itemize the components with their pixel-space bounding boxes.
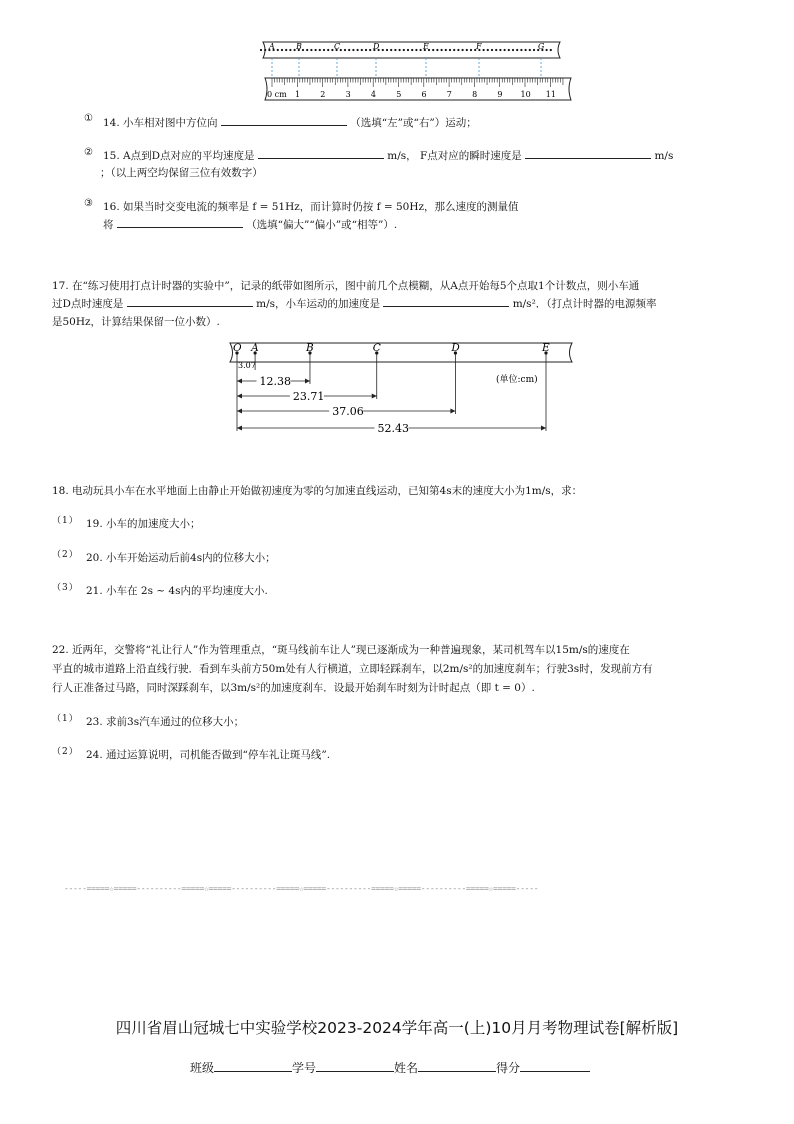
tape-point-F: F bbox=[476, 42, 482, 51]
tape-dot bbox=[483, 49, 485, 51]
arrow-left bbox=[237, 394, 242, 399]
tape-dot bbox=[352, 49, 354, 51]
tape-dot bbox=[520, 49, 522, 51]
question-16-line1: 16. 如果当时交变电流的频率是 f = 51Hz，而计算时仍按 f = 50Hz，那么速度的测量值 bbox=[103, 201, 519, 213]
question-15-note: ；（以上两空均保留三位有效数字） bbox=[100, 167, 263, 179]
tape-dot bbox=[457, 49, 459, 51]
ruler-number: 1 bbox=[295, 90, 301, 99]
ruler-number: 8 bbox=[472, 90, 478, 99]
tape-dot bbox=[546, 49, 548, 51]
tape-dot bbox=[550, 49, 552, 51]
tape-dot bbox=[495, 49, 497, 51]
question-15 bbox=[84, 142, 93, 163]
ruler-number: 6 bbox=[421, 90, 427, 99]
point-label-D: D bbox=[451, 342, 460, 354]
question-number: 24. bbox=[86, 749, 103, 761]
section-divider: -----=====☆=====----------=====☆=====----------=====☆=====----------=====☆=====----------=====☆=====----- bbox=[64, 884, 539, 893]
question-16-line2: 将 （选填“偏大”“偏小”或“相等”）. bbox=[103, 215, 397, 236]
tape-dot bbox=[504, 49, 506, 51]
tape-point-D: D bbox=[373, 42, 380, 51]
question-number: 21. bbox=[86, 585, 103, 597]
question-15-body: 15. A点到D点对应的平均速度是 m/s， F点对应的瞬时速度是 m/s bbox=[103, 146, 673, 167]
tape-dot bbox=[399, 49, 401, 51]
tape-dot bbox=[453, 49, 455, 51]
tape-dot bbox=[390, 49, 392, 51]
tape-dot bbox=[348, 49, 350, 51]
arrow-left bbox=[237, 409, 242, 414]
tape-dot bbox=[382, 49, 384, 51]
point-label-C: C bbox=[372, 342, 381, 354]
tape-dot bbox=[357, 49, 359, 51]
tape-dot bbox=[277, 49, 279, 51]
tape-dot bbox=[260, 49, 262, 51]
ruler-number: 11 bbox=[545, 90, 556, 99]
tape-dot bbox=[323, 49, 325, 51]
question-23 bbox=[52, 708, 79, 730]
id-field[interactable] bbox=[316, 1061, 394, 1072]
marker: ② bbox=[84, 147, 93, 158]
tape-dot bbox=[285, 49, 287, 51]
tape-ruler-figure bbox=[255, 38, 580, 106]
ruler-number: 5 bbox=[396, 90, 402, 99]
ruler-number: 3 bbox=[345, 90, 351, 99]
question-17-line1: 17. 在“练习使用打点计时器的实验中”，记录的纸带如图所示，图中前几个点模糊，从A点开始每5个点取1个计数点，则小车通 bbox=[52, 280, 640, 292]
name-field[interactable] bbox=[418, 1061, 496, 1072]
question-22-line1: 22. 近两年，交警将“礼让行人”作为管理重点，“斑马线前车让人”现已逐渐成为一种普遍现象，某司机驾车以15m/s的速度在 bbox=[52, 644, 630, 656]
tape-dot bbox=[529, 49, 531, 51]
question-23-body: 23. 求前3s汽车通过的位移大小； bbox=[86, 716, 245, 728]
question-19-body: 19. 小车的加速度大小； bbox=[86, 518, 201, 530]
tape-dot bbox=[365, 49, 367, 51]
tape-dot bbox=[369, 49, 371, 51]
tape-dot bbox=[264, 49, 266, 51]
question-17-line3: 是50Hz，计算结果保留一位小数）. bbox=[52, 316, 220, 328]
tape-point-A: A bbox=[269, 42, 275, 51]
tape-dot bbox=[491, 49, 493, 51]
tape-dot bbox=[361, 49, 363, 51]
arrow-right bbox=[450, 409, 455, 414]
marker: （3） bbox=[52, 583, 79, 593]
question-24 bbox=[52, 741, 79, 763]
tape-dot bbox=[432, 49, 434, 51]
tape-dot bbox=[508, 49, 510, 51]
question-22-line2: 平直的城市道路上沿直线行驶．看到车头前方50m处有人行横道，立即轻踩刹车，以2m/s²的加速度刹车；行驶3s时，发现前方有 bbox=[52, 663, 653, 675]
tape-dot bbox=[516, 49, 518, 51]
ruler-number: 10 bbox=[520, 90, 531, 99]
point-label-E: E bbox=[542, 342, 550, 354]
student-info bbox=[190, 1059, 590, 1076]
arrow-left bbox=[237, 379, 242, 384]
tape-dot bbox=[306, 49, 308, 51]
question-14 bbox=[84, 108, 93, 129]
distance-label: 3.07 bbox=[238, 361, 256, 370]
marker: （2） bbox=[52, 550, 79, 560]
answer-blank-instant-speed[interactable] bbox=[525, 146, 651, 159]
tape-dot bbox=[533, 49, 535, 51]
marker: ① bbox=[84, 113, 93, 124]
tape-dot bbox=[403, 49, 405, 51]
question-number: 15. bbox=[103, 150, 120, 162]
arrow-right bbox=[305, 379, 310, 384]
question-number: 17. bbox=[52, 280, 69, 292]
ruler-number: 4 bbox=[370, 90, 376, 99]
class-field[interactable] bbox=[214, 1061, 292, 1072]
document-title: 四川省眉山冠城七中实验学校2023-2024学年高一(上)10月月考物理试卷[解析版] bbox=[115, 1019, 679, 1037]
question-21-body: 21. 小车在 2s ~ 4s内的平均速度大小. bbox=[86, 585, 268, 597]
tape-dot bbox=[394, 49, 396, 51]
distance-label: 52.43 bbox=[377, 422, 409, 435]
question-17-line2: 过D点时速度是 m/s，小车运动的加速度是 m/s²．（打点计时器的电源频率 bbox=[52, 294, 657, 315]
answer-blank[interactable] bbox=[221, 113, 347, 126]
question-number: 16. bbox=[103, 201, 120, 213]
tape-dot bbox=[512, 49, 514, 51]
tape-dot bbox=[487, 49, 489, 51]
tape-point-B: B bbox=[296, 42, 302, 51]
score-label: 得分 bbox=[496, 1061, 521, 1075]
point-label-B: B bbox=[305, 342, 314, 354]
question-24-body: 24. 通过运算说明，司机能否做到“停车礼让斑马线”. bbox=[86, 749, 331, 761]
question-number: 19. bbox=[86, 518, 103, 530]
point-label-O: O bbox=[233, 342, 242, 354]
point-label-A: A bbox=[251, 342, 259, 354]
tape-dot bbox=[302, 49, 304, 51]
arrow-right bbox=[372, 394, 377, 399]
ruler-number: 7 bbox=[446, 90, 452, 99]
tape-dot bbox=[327, 49, 329, 51]
tape-dot bbox=[420, 49, 422, 51]
tape-dot bbox=[415, 49, 417, 51]
marker: ③ bbox=[84, 198, 93, 209]
question-number: 14. bbox=[103, 117, 120, 129]
answer-blank-acceleration[interactable] bbox=[383, 294, 509, 307]
ruler-number: 2 bbox=[320, 90, 326, 99]
tape-dot bbox=[462, 49, 464, 51]
distance-label: 37.06 bbox=[332, 405, 364, 418]
marker: （1） bbox=[52, 714, 79, 724]
tape-dot bbox=[436, 49, 438, 51]
tape-distance-figure bbox=[216, 340, 581, 440]
tape-dot bbox=[411, 49, 413, 51]
score-field[interactable] bbox=[520, 1061, 590, 1072]
question-19 bbox=[52, 510, 79, 532]
tape-dot bbox=[281, 49, 283, 51]
tape-dot bbox=[319, 49, 321, 51]
tape-dot bbox=[470, 49, 472, 51]
tape-dot bbox=[445, 49, 447, 51]
name-label: 姓名 bbox=[394, 1061, 419, 1075]
distance-label: 23.71 bbox=[292, 390, 325, 403]
tape-dot bbox=[449, 49, 451, 51]
answer-blank[interactable] bbox=[117, 215, 243, 228]
unit-label: (单位:cm) bbox=[496, 375, 538, 385]
question-20-body: 20. 小车开始运动后前4s内的位移大小； bbox=[86, 552, 276, 564]
arrow-left bbox=[237, 426, 242, 431]
answer-blank-d-speed[interactable] bbox=[127, 294, 253, 307]
ruler-number: 9 bbox=[497, 90, 503, 99]
question-number: 18. bbox=[52, 485, 69, 497]
tape-point-E: E bbox=[423, 42, 429, 51]
question-16 bbox=[84, 193, 93, 214]
marker: （1） bbox=[52, 516, 79, 526]
question-20 bbox=[52, 544, 79, 566]
question-22-line3: 行人正准备过马路，同时深踩刹车，以3m/s²的加速度刹车．设最开始刹车时刻为计时起点（即 t = 0）. bbox=[52, 682, 535, 694]
question-18: 18. 电动玩具小车在水平地面上由静止开始做初速度为零的匀加速直线运动，已知第4s末的速度大小为1m/s，求： bbox=[52, 485, 583, 497]
question-21 bbox=[52, 577, 79, 599]
question-14-body: 14. 小车相对图中方位向 （选填“左”或“右”）运动； bbox=[103, 113, 477, 134]
class-label: 班级 bbox=[190, 1061, 215, 1075]
tape-dot bbox=[407, 49, 409, 51]
tape-point-C: C bbox=[334, 42, 341, 51]
ruler-unit-label: 0 cm bbox=[267, 90, 287, 99]
tape-dot bbox=[499, 49, 501, 51]
question-number: 20. bbox=[86, 552, 103, 564]
tape-point-G: G bbox=[538, 42, 545, 51]
tape-dot bbox=[386, 49, 388, 51]
tape-dot bbox=[525, 49, 527, 51]
arrow-right bbox=[541, 426, 546, 431]
distance-label: 12.38 bbox=[259, 375, 291, 388]
answer-blank-avg-speed[interactable] bbox=[258, 146, 384, 159]
id-label: 学号 bbox=[292, 1061, 317, 1075]
tape-dot bbox=[310, 49, 312, 51]
marker: （2） bbox=[52, 747, 79, 757]
tape-dot bbox=[315, 49, 317, 51]
question-number: 22. bbox=[52, 644, 69, 656]
tape-dot bbox=[344, 49, 346, 51]
tape-dot bbox=[441, 49, 443, 51]
question-number: 23. bbox=[86, 716, 103, 728]
tape-dot bbox=[289, 49, 291, 51]
tape-dot bbox=[466, 49, 468, 51]
